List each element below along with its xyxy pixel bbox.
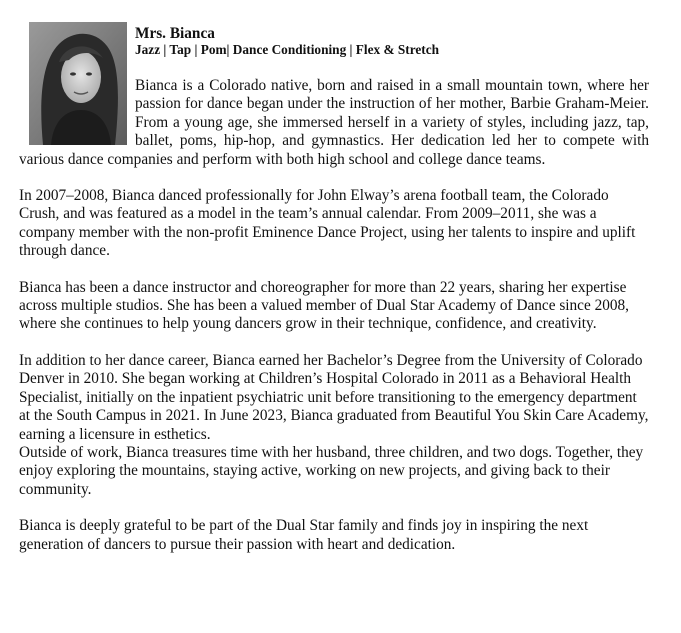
instructor-bio <box>19 22 649 572</box>
bio-paragraph-5: Outside of work, Bianca treasures time with her husband, three children, and two dogs. Together, they enjoy exploring the mountains, staying active, working on new projects, and giving back to their community. <box>19 443 644 498</box>
portrait-photo <box>29 22 127 145</box>
dance-styles: Jazz | Tap | Pom| Dance Conditioning | Flex & Stretch <box>135 42 439 57</box>
bio-paragraph-2: In 2007–2008, Bianca danced professionally for John Elway’s arena football team, the Colorado Crush, and was featured as a model in the team’s annual calendar. From 2009–2011, she was a company member with the non-profit Eminence Dance Project, using her talents to inspire and uplift through dance. <box>19 187 636 260</box>
bio-paragraph-6: Bianca is deeply grateful to be part of the Dual Star family and finds joy in inspiring the next generation of dancers to pursue their passion with heart and dedication. <box>19 517 589 553</box>
bio-paragraph-3: Bianca has been a dance instructor and choreographer for more than 22 years, sharing her expertise across multiple studios. She has been a valued member of Dual Star Academy of Dance since 2008, where she continues to help young dancers grow in their technique, confidence, and creativity. <box>19 278 630 333</box>
instructor-name: Mrs. Bianca <box>135 25 215 42</box>
bio-paragraph-4: In addition to her dance career, Bianca earned her Bachelor’s Degree from the University of Colorado Denver in 2010. She began working at Children’s Hospital Colorado in 2011 as a Behavioral Health Specialist, initially on the inpatient psychiatric unit before transitioning to the emergency department at the South Campus in 2021. In June 2023, Bianca graduated from Beautiful You Skin Care Academy, earning a licensure in esthetics. <box>19 351 649 443</box>
bio-paragraph-1: Bianca is a Colorado native, born and raised in a small mountain town, where her passion for dance began under the instruction of her mother, Barbie Graham-Meier. From a young age, she immersed herself in a variety of styles, including jazz, tap, ballet, poms, hip-hop, and gymnastics. Her dedication led her to compete with various dance companies and perform with both high school and college dance teams. <box>19 77 649 168</box>
